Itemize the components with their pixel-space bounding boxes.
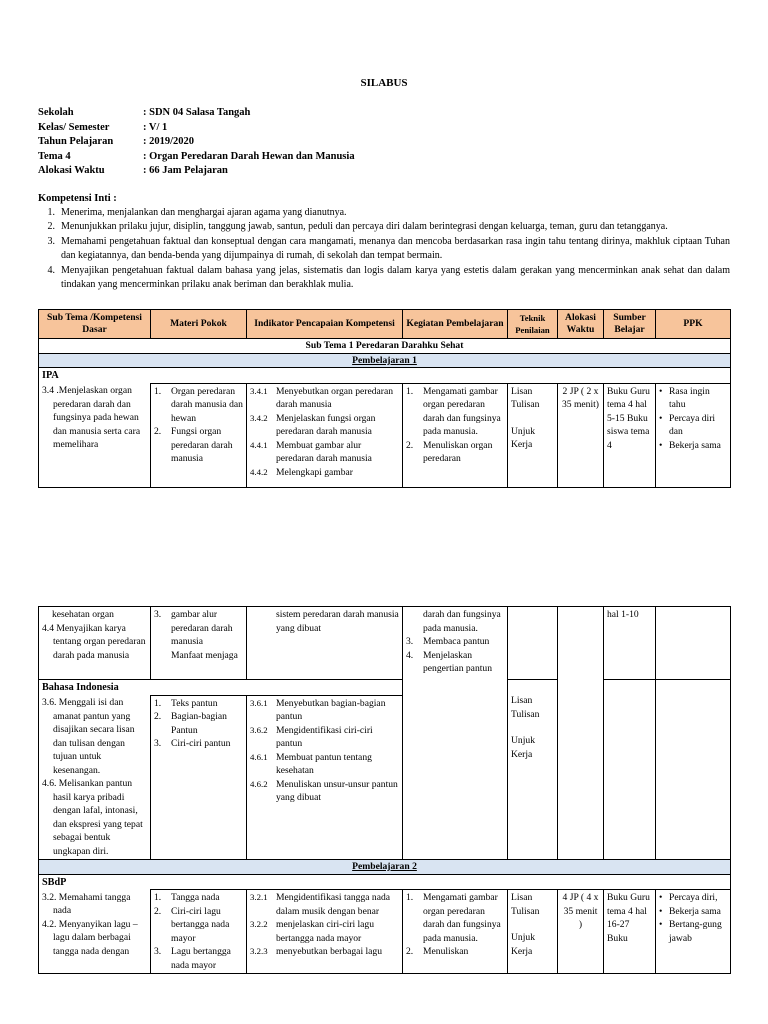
kegiatan-cell: 1. Mengamati gambar organ peredaran darah dan fungsinya pada manusia. 2. Menuliskan [403, 890, 508, 974]
page-gap [0, 494, 768, 606]
info-value: : Organ Peredaran Darah Hewan dan Manusia [143, 150, 355, 162]
header-kegiatan: Kegiatan Pembelajaran [403, 310, 508, 339]
ppk-cell [656, 607, 731, 680]
sumber-cell: Buku Guru tema 4 hal 5-15 Buku siswa tema 4 [604, 383, 656, 487]
materi-cell: 3. gambar alur peredaran darah manusia Manfaat menjaga [151, 607, 247, 680]
kegiatan-cell: darah dan fungsinya pada manusia. 3. Membaca pantun 4. Menjelaskan pengertian pantun [403, 607, 508, 860]
header-teknik: Teknik Penilaian [508, 310, 558, 339]
alokasi-cell: 4 JP ( 4 x 35 menit ) [558, 890, 604, 974]
kd-cell: 3.4 .Menjelaskan organ peredaran darah dan fungsinya pada hewan dan manusia serta cara memelihara [39, 383, 151, 487]
ki-heading: Kompetensi Inti : [38, 193, 117, 204]
teknik-cell: Lisan Tulisan Unjuk Kerja [508, 890, 558, 974]
indikator-cell: sistem peredaran darah manusia yang dibuat [247, 607, 403, 680]
header-ppk: PPK [656, 310, 731, 339]
header-sub-tema: Sub Tema /Kompetensi Dasar [39, 310, 151, 339]
info-label: Sekolah [38, 107, 74, 118]
materi-cell: 1. Organ peredaran darah manusia dan hewan 2. Fungsi organ peredaran darah manusia [151, 383, 247, 487]
materi-cell: 1. Teks pantun 2. Bagian-bagian Pantun 3. Ciri-ciri pantun [151, 695, 247, 860]
indikator-cell: 3.6.1 Menyebutkan bagian-bagian pantun 3.6.2 Mengidentifikasi ciri-ciri pantun 4.6.1 Membuat pantun tentang kesehatan 4.6.2 Menuliskan unsur-unsur pantun yang dibuat [247, 695, 403, 860]
kd-cell: kesehatan organ 4.4 Menyajikan karya tentang organ peredaran darah pada manusia [39, 607, 151, 680]
indikator-cell: 3.4.1 Menyebutkan organ peredaran darah manusia 3.4.2 Menjelaskan fungsi organ peredaran darah manusia 4.4.1 Membuat gambar alur peredaran darah manusia 4.4.2 Melengkapi gambar [247, 383, 403, 487]
info-label: Tema 4 [38, 150, 71, 162]
kegiatan-cell: 1. Mengamati gambar organ peredaran darah dan fungsinya pada manusia. 2. Menuliskan organ peredaran [403, 383, 508, 487]
syllabus-table [38, 309, 731, 488]
table-row [39, 607, 731, 680]
kd-cell: 3.2. Memahami tangga nada 4.2. Menyanyikan lagu – lagu dalam berbagai tangga nada dengan [39, 890, 151, 974]
table-row [39, 383, 731, 487]
teknik-cell: Lisan Tulisan Unjuk Kerja [508, 383, 558, 487]
ki-list [38, 206, 730, 292]
page-1 [0, 0, 768, 494]
subject-ipa: IPA [39, 368, 731, 384]
sumber-cell: Buku Guru tema 4 hal 16-27 Buku [604, 890, 656, 974]
school-info [38, 106, 355, 179]
table-header-row [39, 310, 731, 339]
ppk-cell [656, 680, 731, 860]
info-label: Kelas/ Semester [38, 121, 110, 133]
indikator-cell: 3.2.1 Mengidentifikasi tangga nada dalam musik dengan benar 3.2.2 menjelaskan ciri-ciri lagu bertangga nada mayor 3.2.3 menyebutkan berbagai lagu [247, 890, 403, 974]
materi-cell: 1. Tangga nada 2. Ciri-ciri lagu bertangga nada mayor 3. Lagu bertangga nada mayor [151, 890, 247, 974]
ki-item: 4. Menyajikan pengetahuan faktual dalam bahasa yang jelas, sistematis dan logis dalam karya yang estetis dalam gerakan yang mencerminkan anak sehat dan dalam tindakan yang mencerminkan prilaku anak beriman dan berakhlak mulia. [47, 264, 730, 291]
subtema-row: Sub Tema 1 Peredaran Darahku Sehat [39, 339, 731, 354]
alokasi-cell [558, 607, 604, 860]
pembelajaran-row: Pembelajaran 1 [39, 353, 731, 368]
ppk-cell: • Rasa ingin tahu • Percaya diri dan • Bekerja sama [656, 383, 731, 487]
info-value: : 66 Jam Pelajaran [143, 165, 228, 177]
alokasi-cell: 2 JP ( 2 x 35 menit) [558, 383, 604, 487]
info-value: : V/ 1 [143, 121, 168, 133]
sumber-cell [604, 680, 656, 860]
info-label: Tahun Pelajaran [38, 136, 114, 148]
header-materi: Materi Pokok [151, 310, 247, 339]
subject-bahasa-indonesia: Bahasa Indonesia [39, 680, 403, 696]
sumber-cell: hal 1-10 [604, 607, 656, 680]
teknik-cell [508, 607, 558, 680]
header-alokasi: Alokasi Waktu [558, 310, 604, 339]
info-value: : 2019/2020 [143, 136, 195, 148]
ppk-cell: • Percaya diri, • Bekerja sama • Bertang-gung jawab [656, 890, 731, 974]
table-row [39, 890, 731, 974]
header-indikator: Indikator Pencapaian Kompetensi [247, 310, 403, 339]
ki-item: 3. Memahami pengetahuan faktual dan konseptual dengan cara mangamati, menanya dan mencoba berdasarkan rasa ingin tahu tentang dirinya, makhluk ciptaan Tuhan dan kegiatannya, dan benda-benda yang dijumpainya di rumah, di sekolah dan tempat bermain. [47, 235, 730, 262]
kd-cell: 3.6. Menggali isi dan amanat pantun yang disajikan secara lisan dan tulisan dengan tujuan untuk kesenangan. 4.6. Melisankan pantun hasil karya pribadi dengan lafal, intonasi, dan ekspresi yang tepat sebagai bentuk ungkapan diri. [39, 695, 151, 860]
header-sumber: Sumber Belajar [604, 310, 656, 339]
page-2 [0, 606, 768, 1024]
info-value: : SDN 04 Salasa Tangah [143, 107, 251, 118]
ki-item: 2. Menunjukkan prilaku jujur, disiplin, tanggung jawab, santun, peduli dan percaya diri dalam berintegrasi dengan keluarga, teman, guru dan tetangganya. [47, 221, 668, 233]
document-title: SILABUS [360, 77, 408, 89]
info-label: Alokasi Waktu [38, 165, 105, 177]
pembelajaran-row: Pembelajaran 2 [39, 860, 731, 875]
subject-sbdp: SBdP [39, 874, 731, 890]
ki-item: 1. Menerima, menjalankan dan menghargai ajaran agama yang dianutnya. [47, 207, 347, 218]
syllabus-table-continued [38, 606, 731, 974]
teknik-cell: Lisan Tulisan Unjuk Kerja [508, 680, 558, 860]
